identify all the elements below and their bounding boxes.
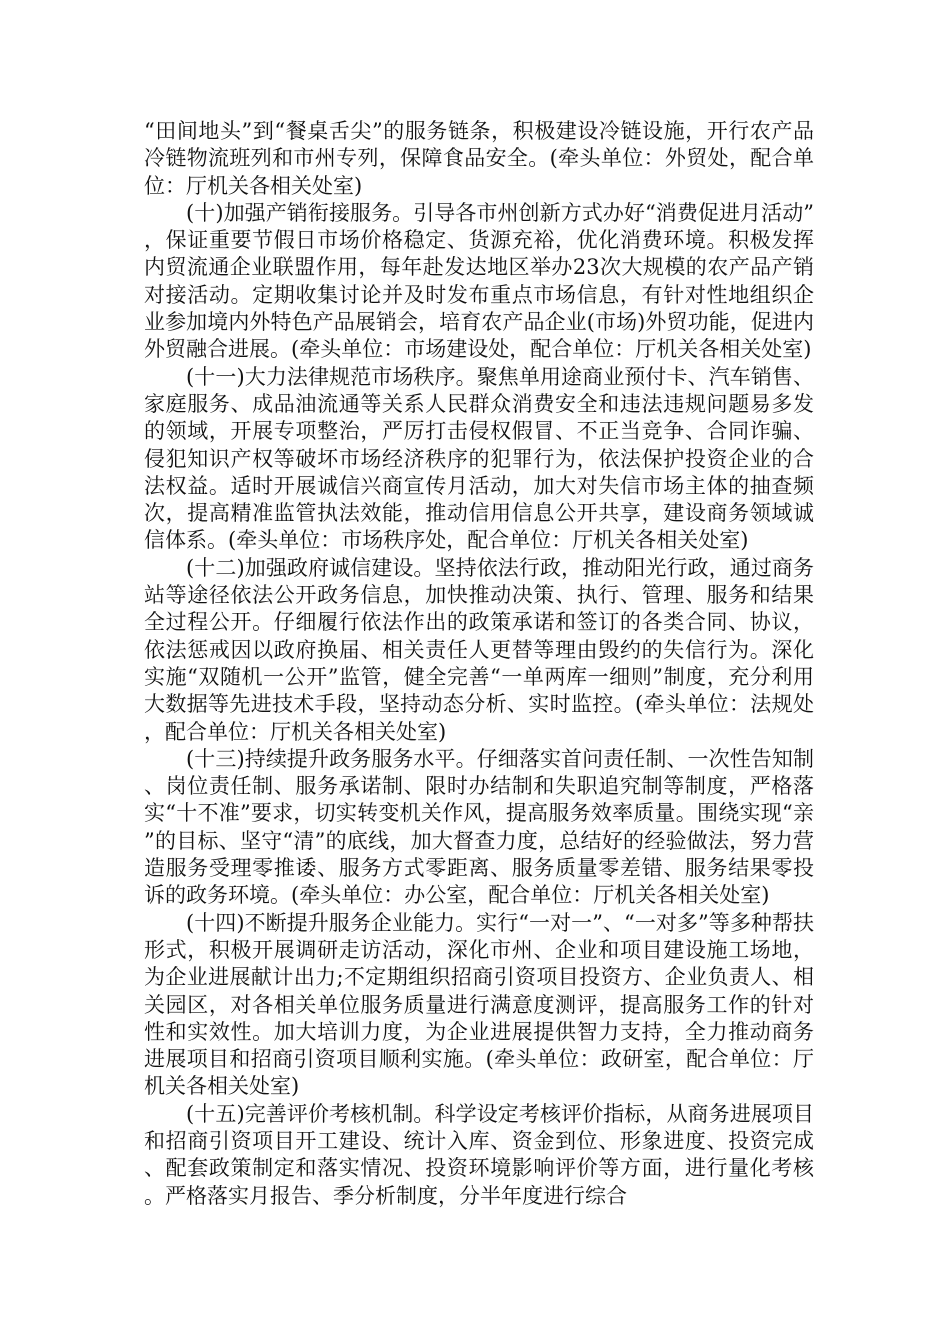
- document-page: [144, 118, 814, 1210]
- paragraph-continued: “田间地头”到“餐桌舌尖”的服务链条，积极建设冷链设施，开行农产品冷链物流班列和市州专列，保障食品安全。(牵头单位：外贸处，配合单位：厅机关各相关处室): [144, 119, 814, 198]
- paragraph-14: (十四)不断提升服务企业能力。实行“一对一”、“一对多”等多种帮扶形式，积极开展调研走访活动，深化市州、企业和项目建设施工场地，为企业进展献计出力;不定期组织招商引资项目投资方、企业负责人、相关园区，对各相关单位服务质量进行满意度测评，提高服务工作的针对性和实效性。加大培训力度，为企业进展提供智力支持，全力推动商务进展项目和招商引资项目顺利实施。(牵头单位：政研室，配合单位：厅机关各相关处室): [144, 910, 814, 1099]
- paragraph-13: (十三)持续提升政务服务水平。仔细落实首问责任制、一次性告知制、岗位责任制、服务承诺制、限时办结制和失职追究制等制度，严格落实“十不准”要求，切实转变机关作风，提高服务效率质量。围绕实现“亲”的目标、坚守“清”的底线，加大督查力度，总结好的经验做法，努力营造服务受理零推诿、服务方式零距离、服务质量零差错、服务结果零投诉的政务环境。(牵头单位：办公室，配合单位：厅机关各相关处室): [144, 746, 814, 908]
- paragraph-10: (十)加强产销衔接服务。引导各市州创新方式办好“消费促进月活动”，保证重要节假日市场价格稳定、货源充裕，优化消费环境。积极发挥内贸流通企业联盟作用，每年赴发达地区举办23次大规模的农产品产销对接活动。定期收集讨论并及时发布重点市场信息，有针对性地组织企业参加境内外特色产品展销会，培育农产品企业(市场)外贸功能，促进内外贸融合进展。(牵头单位：市场建设处，配合单位：厅机关各相关处室): [144, 200, 814, 362]
- paragraph-15: (十五)完善评价考核机制。科学设定考核评价指标，从商务进展项目和招商引资项目开工建设、统计入库、资金到位、形象进度、投资完成、配套政策制定和落实情况、投资环境影响评价等方面，进行量化考核。严格落实月报告、季分析制度，分半年度进行综合: [144, 1101, 814, 1208]
- paragraph-11: (十一)大力法律规范市场秩序。聚焦单用途商业预付卡、汽车销售、家庭服务、成品油流通等关系人民群众消费安全和违法违规问题易多发的领域，开展专项整治，严厉打击侵权假冒、不正当竞争、合同诈骗、侵犯知识产权等破坏市场经济秩序的犯罪行为，依法保护投资企业的合法权益。适时开展诚信兴商宣传月活动，加大对失信市场主体的抽查频次，提高精准监管执法效能，推动信用信息公开共享，建设商务领域诚信体系。(牵头单位：市场秩序处，配合单位：厅机关各相关处室): [144, 364, 814, 553]
- paragraph-12: (十二)加强政府诚信建设。坚持依法行政，推动阳光行政，通过商务站等途径依法公开政务信息，加快推动决策、执行、管理、服务和结果全过程公开。仔细履行依法作出的政策承诺和签订的各类合同、协议，依法惩戒因以政府换届、相关责任人更替等理由毁约的失信行为。深化实施“双随机一公开”监管，健全完善“一单两库一细则”制度，充分利用大数据等先进技术手段，坚持动态分析、实时监控。(牵头单位：法规处，配合单位：厅机关各相关处室): [144, 555, 814, 744]
